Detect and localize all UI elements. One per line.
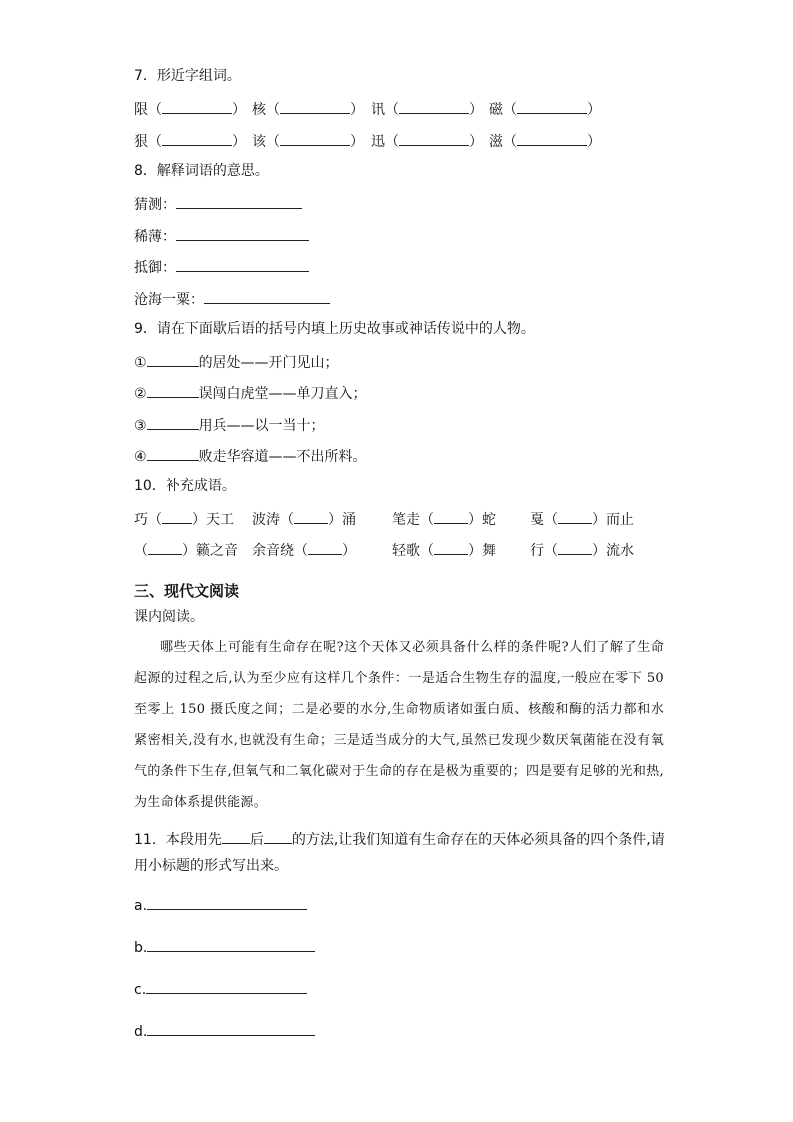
close-paren: ） [469, 102, 483, 118]
idiom-item [134, 509, 234, 529]
term: 沧海一粟： [134, 292, 204, 308]
idiom-post: ）涌 [328, 512, 356, 528]
idiom-post: ）籁之音 [182, 543, 238, 559]
section-heading: 三、现代文阅读 [134, 582, 240, 600]
answer-blank[interactable] [280, 99, 350, 114]
q11-prompt-cont: 用小标题的形式写出来。 [134, 858, 288, 874]
idiom-post: ）流水 [592, 543, 634, 559]
answer-label: a. [134, 898, 148, 914]
q9-item [134, 415, 325, 435]
item-text: 用兵——以一当十； [198, 418, 325, 434]
idiom-item [134, 540, 238, 560]
char: 讯 [371, 102, 385, 118]
idiom-item [530, 540, 634, 560]
answer-label: c. [134, 982, 147, 998]
q8-title: 8．解释词语的意思。 [134, 163, 269, 179]
item-number: ② [134, 386, 147, 402]
q7-item [134, 131, 246, 151]
q8-item [134, 289, 330, 309]
idiom-pre: 巧（ [134, 512, 162, 528]
answer-blank[interactable] [162, 99, 232, 114]
answer-blank[interactable] [264, 829, 292, 844]
q9-title: 9．请在下面歇后语的括号内填上历史故事或神话传说中的人物。 [134, 321, 535, 337]
q11-text: 后 [249, 832, 264, 848]
q9-item [134, 383, 367, 403]
passage-text: 哪些天体上可能有生命存在呢?这个天体又必须具备什么样的条件呢?人们了解了生命起源的过程之后,认为至少应有这样几个条件：一是适合生物生存的温度,一般应在零下 50 至零上 150 摄氏度之间；二是必要的水分,生命物质诸如蛋白质、核酸和酶的活力都和水紧密相关,没有水,也就没有生命；三是适当成分的大气,虽然已发现少数厌氧菌能在没有氧气的条件下生存,但氧气和二氧化碳对于生命的存在是极为重要的；四是要有足够的光和热,为生命体系提供能源。 [134, 640, 664, 810]
idiom-pre: 余音绕（ [252, 543, 308, 559]
q7-item [252, 131, 364, 151]
idiom-post: ）天工 [192, 512, 234, 528]
close-paren: ） [469, 134, 483, 150]
char: 狠 [134, 134, 148, 150]
item-number: ④ [134, 449, 147, 465]
answer-blank[interactable] [176, 226, 309, 241]
q7-item [134, 99, 246, 119]
q11-answer-line [134, 1021, 315, 1041]
term: 稀薄： [134, 229, 176, 245]
answer-blank[interactable] [434, 509, 468, 524]
char: 迅 [371, 134, 385, 150]
q7-item [371, 131, 483, 151]
reading-passage [134, 632, 664, 818]
idiom-item [392, 540, 496, 560]
close-paren: ） [350, 134, 364, 150]
answer-blank[interactable] [280, 131, 350, 146]
answer-blank[interactable] [147, 352, 199, 367]
q11-text: 11．本段用先 [134, 832, 222, 848]
idiom-post: ）而止 [592, 512, 634, 528]
q11-answer-line [134, 979, 307, 999]
q7-item [489, 131, 601, 151]
idiom-item [252, 540, 356, 560]
item-number: ① [134, 355, 147, 371]
q11-text: 的方法,让我们知道有生命存在的天体必须具备的四个条件,请 [291, 832, 665, 848]
answer-blank[interactable] [162, 131, 232, 146]
close-paren: ） [350, 102, 364, 118]
item-text: 败走华容道——不出所料。 [198, 449, 367, 465]
q9-item [134, 352, 339, 372]
q8-item [134, 226, 309, 246]
char: 滋 [489, 134, 503, 150]
answer-blank[interactable] [558, 509, 592, 524]
answer-blank[interactable] [176, 194, 302, 209]
answer-blank[interactable] [517, 131, 587, 146]
item-text: 误闯白虎堂——单刀直入； [198, 386, 367, 402]
item-text: 的居处——开门见山； [198, 355, 339, 371]
answer-blank[interactable] [147, 937, 315, 952]
close-paren: ） [587, 134, 601, 150]
q7-item [252, 99, 364, 119]
close-paren: ） [232, 134, 246, 150]
answer-blank[interactable] [147, 383, 199, 398]
answer-label: d. [134, 1024, 148, 1040]
answer-blank[interactable] [308, 540, 342, 555]
answer-blank[interactable] [176, 257, 309, 272]
q8-item [134, 194, 302, 214]
idiom-pre: 行（ [530, 543, 558, 559]
answer-blank[interactable] [204, 289, 330, 304]
answer-blank[interactable] [294, 509, 328, 524]
answer-blank[interactable] [147, 895, 307, 910]
answer-blank[interactable] [517, 99, 587, 114]
idiom-post: ）蛇 [468, 512, 496, 528]
term: 抵御： [134, 260, 176, 276]
char: 限 [134, 102, 148, 118]
idiom-post: ）舞 [468, 543, 496, 559]
open-paren: （ [385, 134, 399, 150]
char: 核 [252, 102, 266, 118]
open-paren: （ [148, 134, 162, 150]
char: 该 [252, 134, 266, 150]
open-paren: （ [148, 102, 162, 118]
idiom-item [392, 509, 496, 529]
open-paren: （ [503, 102, 517, 118]
q11-prompt [134, 829, 665, 849]
q7-item [489, 99, 601, 119]
q7-title: 7．形近字组词。 [134, 68, 241, 84]
q11-answer-line [134, 937, 315, 957]
answer-blank[interactable] [399, 99, 469, 114]
q7-item [371, 99, 483, 119]
close-paren: ） [232, 102, 246, 118]
answer-blank[interactable] [147, 1021, 315, 1036]
open-paren: （ [503, 134, 517, 150]
answer-blank[interactable] [558, 540, 592, 555]
open-paren: （ [266, 134, 280, 150]
answer-blank[interactable] [162, 509, 192, 524]
answer-blank[interactable] [147, 446, 199, 461]
close-paren: ） [587, 102, 601, 118]
idiom-item [252, 509, 356, 529]
idiom-pre: 戛（ [530, 512, 558, 528]
q10-title: 10．补充成语。 [134, 478, 236, 494]
answer-blank[interactable] [147, 415, 199, 430]
open-paren: （ [385, 102, 399, 118]
q9-item [134, 446, 367, 466]
answer-blank[interactable] [222, 829, 250, 844]
idiom-pre: 波涛（ [252, 512, 294, 528]
answer-blank[interactable] [148, 540, 182, 555]
answer-blank[interactable] [399, 131, 469, 146]
idiom-post: ） [342, 543, 356, 559]
idiom-pre: （ [134, 543, 148, 559]
answer-label: b. [134, 940, 148, 956]
term: 猜测： [134, 197, 176, 213]
item-number: ③ [134, 418, 147, 434]
q11-answer-line [134, 895, 307, 915]
idiom-pre: 轻歌（ [392, 543, 434, 559]
idiom-pre: 笔走（ [392, 512, 434, 528]
idiom-item [530, 509, 634, 529]
section-subheading: 课内阅读。 [134, 609, 204, 625]
q8-item [134, 257, 309, 277]
char: 磁 [489, 102, 503, 118]
open-paren: （ [266, 102, 280, 118]
answer-blank[interactable] [434, 540, 468, 555]
answer-blank[interactable] [146, 979, 307, 994]
